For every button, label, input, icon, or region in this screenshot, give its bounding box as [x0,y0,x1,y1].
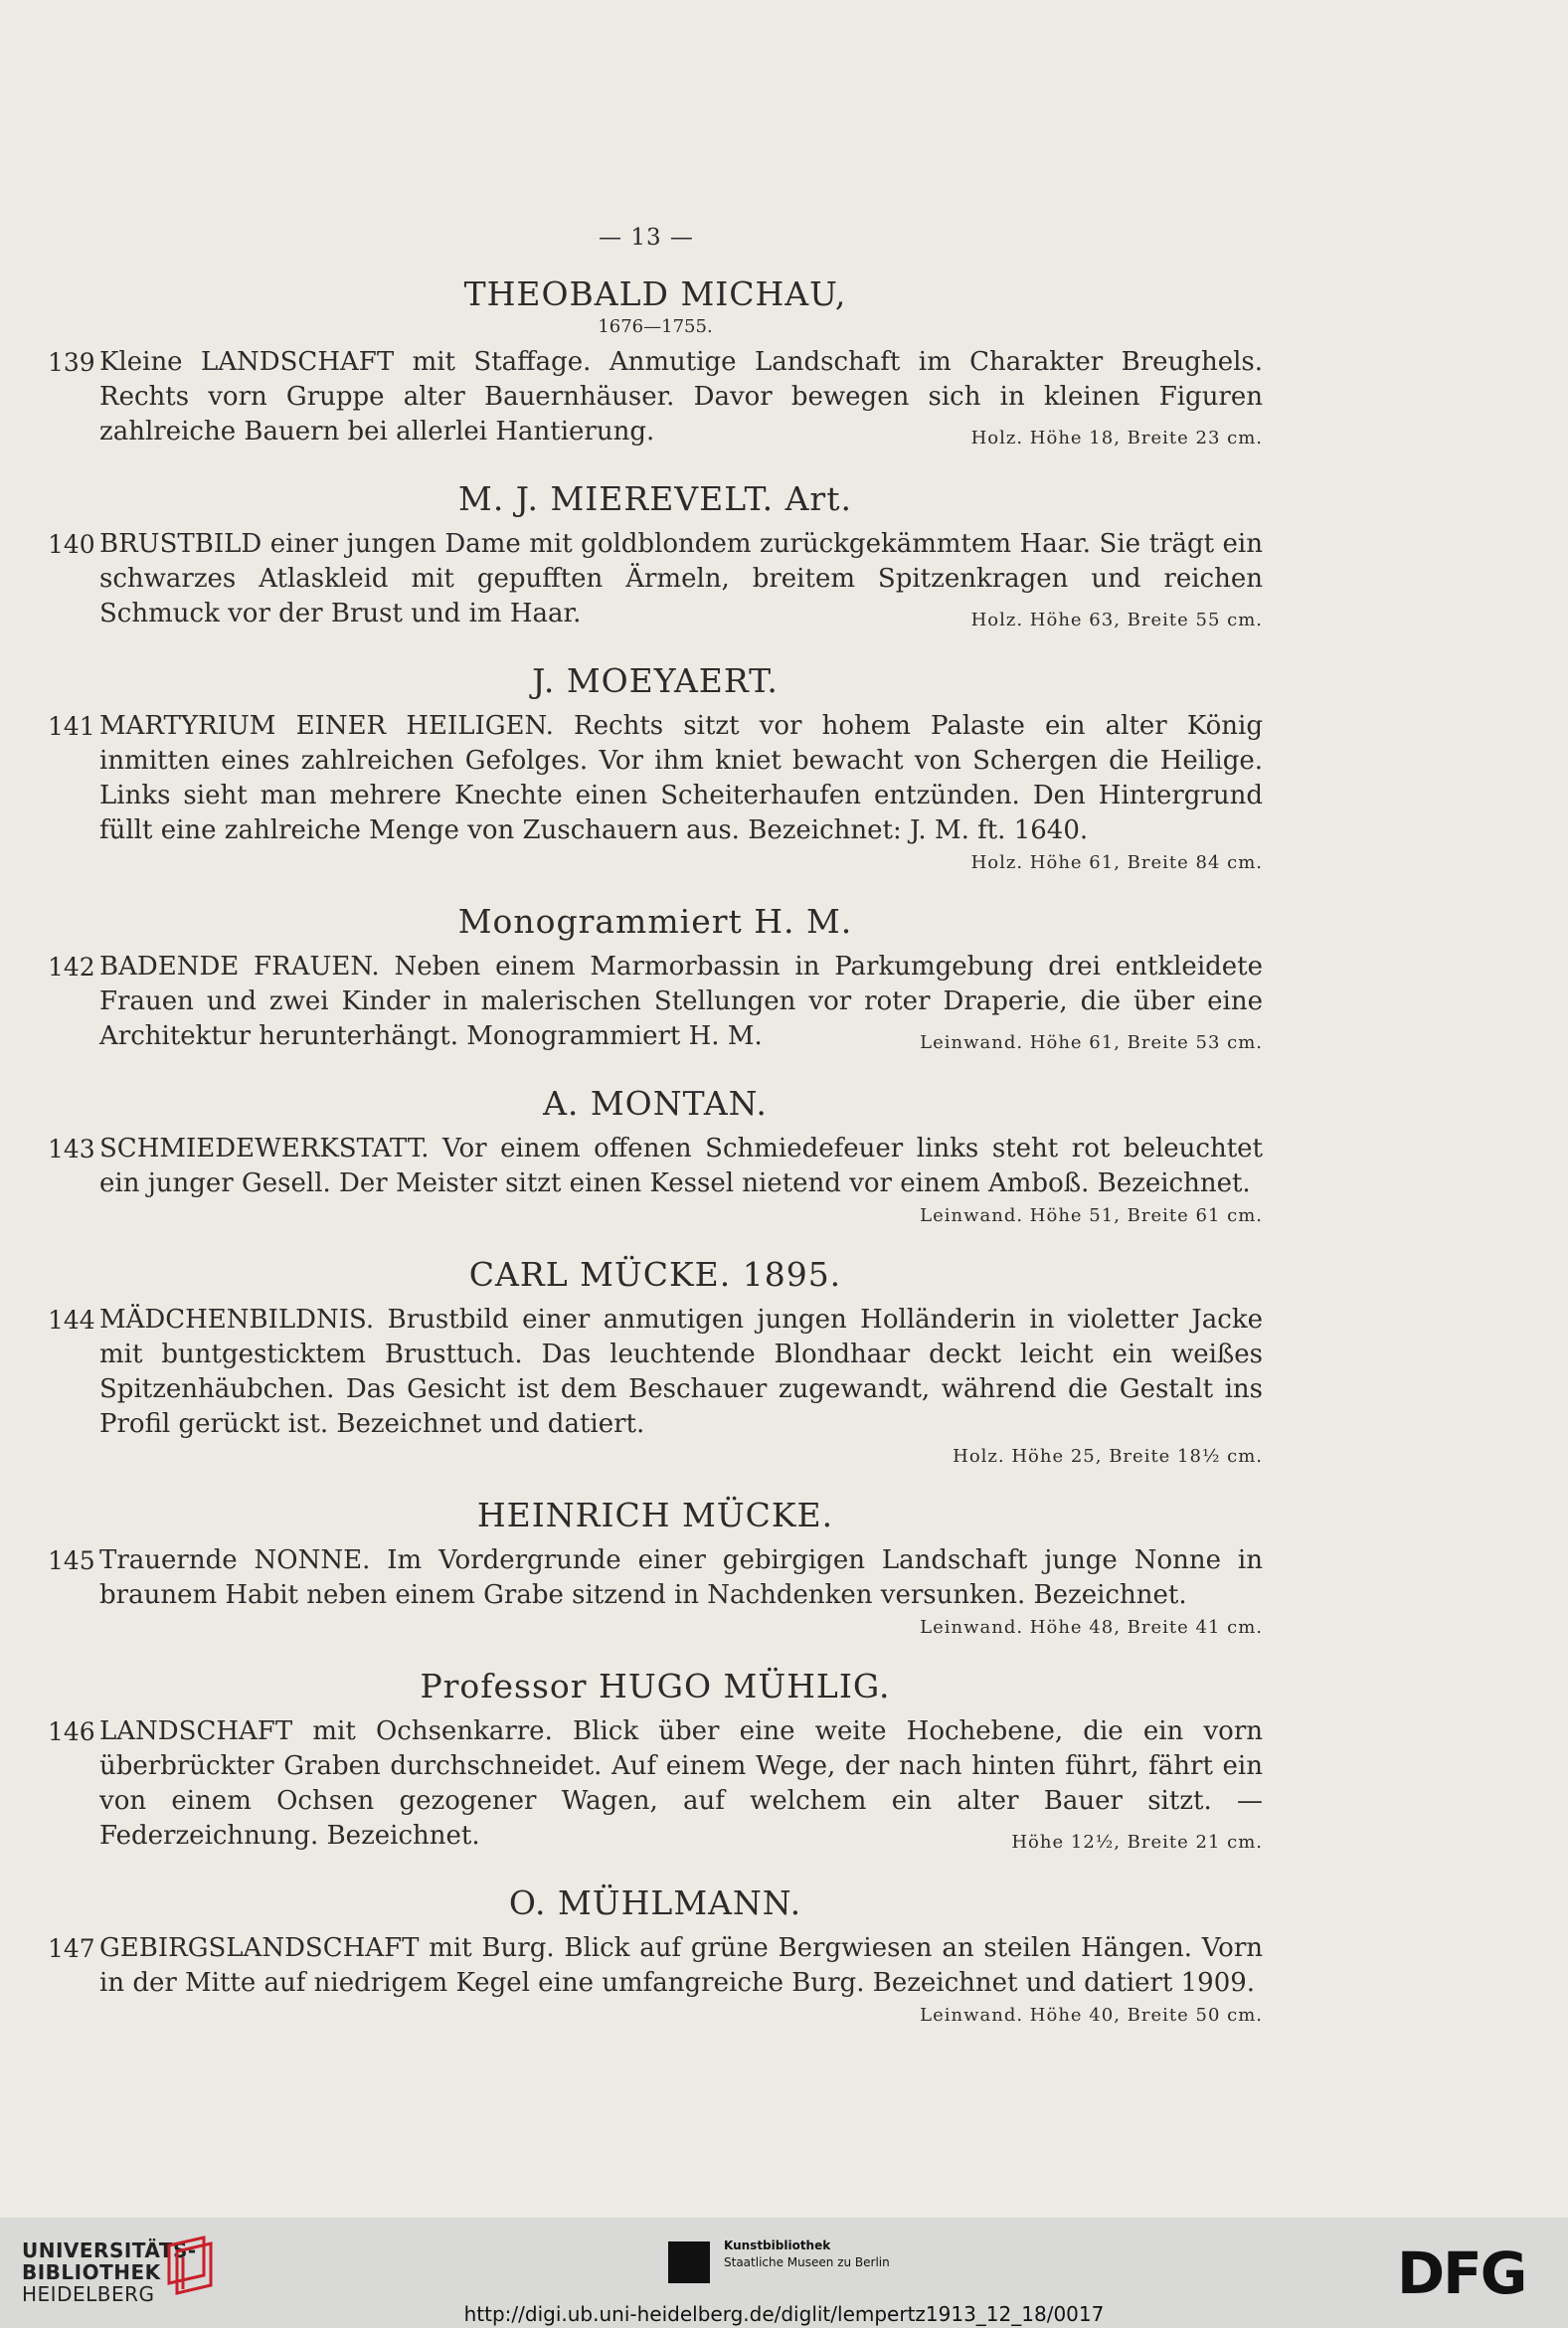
lot-description: LANDSCHAFT mit Ochsenkarre. Blick über eine weite Hochebene, die ein vorn überbrückter Graben durchschneidet. Auf einem Wege, der nach hinten führt, fährt ein von einem Ochsen gezogener Wagen, auf welchem ein alter Bauer sitzt. — Federzeichnung. Bezeichnet. [99,1716,1263,1851]
artist-heading: M. J. MIEREVELT. Art. [458,479,852,518]
lot-measurements: Holz. Höhe 18, Breite 23 cm. [970,428,1263,448]
lot-description: BADENDE FRAUEN. Neben einem Marmorbassin in Parkumgebung drei entkleidete Frauen und zwei Kinder in malerischen Stellungen vor roter Draperie, die über eine Architektur herunterhängt. Monogrammiert H. M. [99,952,1263,1051]
lot-number: 142 [48,953,95,982]
catalog-entry [48,709,1263,878]
lot-description: GEBIRGSLANDSCHAFT mit Burg. Blick auf grüne Bergwiesen an steilen Hängen. Vorn in der Mitte auf niedrigem Kegel eine umfangreiche Burg. Bezeichnet und datiert 1909. [99,1933,1263,1998]
lot-measurements: Leinwand. Höhe 51, Breite 61 cm. [920,1205,1263,1226]
artist-dates: 1676—1755. [598,316,713,337]
lot-number: 147 [48,1934,95,1963]
catalog-entry [48,1931,1263,2031]
catalog-entry [48,1132,1263,1231]
lot-description: Kleine LANDSCHAFT mit Staffage. Anmutige Landschaft im Charakter Breughels. Rechts vorn Gruppe alter Bauernhäuser. Davor bewegen sich in kleinen Figuren zahlreiche Bauern bei allerlei Hantierung. [99,347,1263,447]
lot-description: MÄDCHENBILDNIS. Brustbild einer anmutigen jungen Holländerin in violetter Jacke mit buntgesticktem Brusttuch. Das leuchtende Blondhaar deckt leicht ein weißes Spitzenhäubchen. Das Gesicht ist dem Beschauer zugewandt, während die Gestalt ins Profil gerückt ist. Bezeichnet und datiert. [99,1305,1263,1439]
kunstbibliothek-mark-icon [668,2241,710,2283]
artist-heading: O. MÜHLMANN. [508,1883,802,1922]
catalog-entry [48,1543,1263,1643]
kunstbibliothek-text [724,2238,890,2271]
artist-heading: A. MONTAN. [543,1084,768,1123]
lot-number: 140 [48,530,95,559]
lot-number: 141 [48,712,95,741]
catalog-list [48,274,1263,2055]
catalog-entry [48,1303,1263,1472]
lot-description: MARTYRIUM EINER HEILIGEN. Rechts sitzt vor hohem Palaste ein alter König inmitten eines zahlreichen Gefolges. Vor ihm kniet bewacht von Schergen die Heilige. Links sieht man mehrere Knechte einen Scheiterhaufen entzünden. Den Hintergrund füllt eine zahlreiche Menge von Zuschauern aus. Bezeichnet: J. M. ft. 1640. [99,711,1263,845]
artist-heading: Monogrammiert H. M. [457,902,853,941]
lot-measurements: Holz. Höhe 25, Breite 18½ cm. [953,1446,1263,1467]
kb-line: Kunstbibliothek [724,2238,831,2252]
artist-section [48,1883,1263,2031]
page-number: — 13 — [599,225,694,251]
artist-section [48,274,1263,455]
lot-measurements: Holz. Höhe 61, Breite 84 cm. [970,852,1263,873]
lot-measurements: Leinwand. Höhe 48, Breite 41 cm. [920,1617,1263,1638]
lot-number: 144 [48,1306,95,1335]
lot-measurements: Leinwand. Höhe 40, Breite 50 cm. [920,2005,1263,2026]
lot-number: 139 [48,348,95,377]
artist-heading: J. MOEYAERT. [532,661,779,700]
artist-section [48,1667,1263,1860]
ub-line: BIBLIOTHEK [22,2260,161,2284]
lot-measurements: Holz. Höhe 63, Breite 55 cm. [970,610,1263,630]
lot-description: SCHMIEDEWERKSTATT. Vor einem offenen Schmiedefeuer links steht rot beleuchtet ein junger Gesell. Der Meister sitzt einen Kessel nietend vor einem Amboß. Bezeichnet. [99,1134,1263,1198]
kb-line: Staatliche Museen zu Berlin [724,2255,890,2269]
artist-heading: CARL MÜCKE. 1895. [468,1255,842,1294]
catalog-entry [48,1714,1263,1860]
permalink-url[interactable]: http://digi.ub.uni-heidelberg.de/diglit/lempertz1913_12_18/0017 [463,2302,1105,2326]
footer-bar [0,2218,1568,2328]
artist-heading: HEINRICH MÜCKE. [476,1496,834,1534]
artist-heading: Professor HUGO MÜHLIG. [420,1667,891,1705]
artist-section [48,1255,1263,1472]
artist-section [48,479,1263,637]
ub-logo-mark-icon [159,2236,219,2295]
artist-section [48,1084,1263,1231]
catalog-entry [48,950,1263,1060]
lot-number: 145 [48,1546,95,1575]
artist-heading: THEOBALD MICHAU, [463,274,847,313]
lot-description: BRUSTBILD einer jungen Dame mit goldblondem zurückgekämmtem Haar. Sie trägt ein schwarzes Atlaskleid mit gepufften Ärmeln, breitem Spitzenkragen und reichen Schmuck vor der Brust und im Haar. [99,529,1263,628]
dfg-logo[interactable]: DFG [1397,2239,1526,2307]
catalog-entry [48,527,1263,637]
lot-measurements: Leinwand. Höhe 61, Breite 53 cm. [920,1032,1263,1053]
ub-line: UNIVERSITÄTS- [22,2238,197,2262]
ub-line: HEIDELBERG [22,2282,155,2306]
lot-number: 143 [48,1135,95,1164]
artist-section [48,1496,1263,1643]
lot-description: Trauernde NONNE. Im Vordergrunde einer gebirgigen Landschaft junge Nonne in braunem Habit neben einem Grabe sitzend in Nachdenken versunken. Bezeichnet. [99,1545,1263,1610]
catalog-entry [48,345,1263,455]
artist-section [48,661,1263,878]
lot-measurements: Höhe 12½, Breite 21 cm. [1011,1832,1263,1853]
lot-number: 146 [48,1717,95,1746]
artist-section [48,902,1263,1060]
